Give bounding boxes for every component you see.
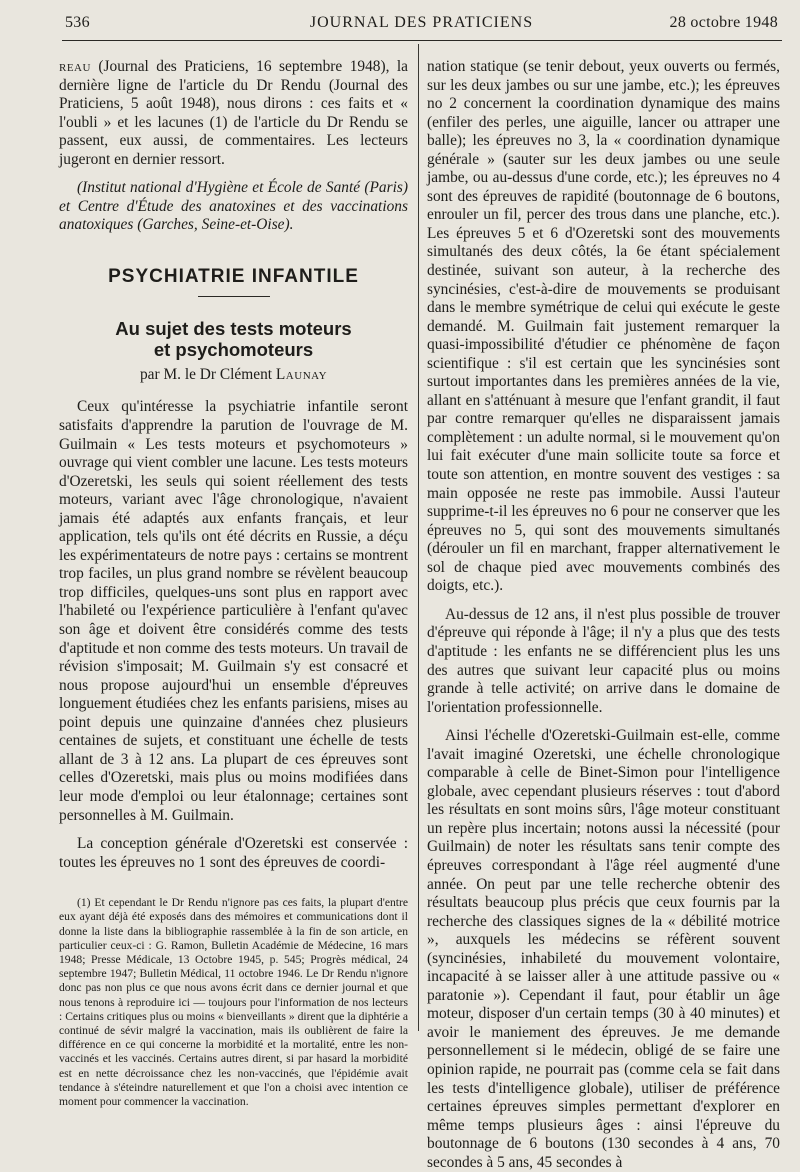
article-title-line-2: et psychomoteurs xyxy=(153,338,314,360)
right-column xyxy=(427,58,780,1172)
spacer xyxy=(59,169,408,179)
article-paragraph-1: Ceux qu'intéresse la psychiatrie infantile seront satisfaits d'apprendre la parution de l'ouvrage de M. Guilmain « Les tests moteurs et psychomoteurs » ouvrage qui vient combler une lacune. Les tests moteurs d'Ozeretski, les seuls qui soient réellement des tests moteurs, variant avec l'âge chronologique, n'avaient jamais été adaptés aux enfants français, et leur application, tels qu'ils ont été décrits en Russie, a déçu les expérimentateurs de notre pays : certains se montrent trop faciles, un plus grand nombre se révèlent beaucoup trop difficiles, quelques-uns sont plus en rapport avec l'habileté ou l'expérience particulière à l'enfant qu'avec son âge et doivent être considérés comme des tests d'aptitude et non comme des tests moteurs. Un travail de révision s'imposait; M. Guilmain s'y est consacré et nous propose aujourd'hui un ensemble d'épreuves longuement étudiées chez les enfants parisiens, mises au point depuis une quinzaine d'années chez plusieurs centaines de sujets, et constituant une échelle de tests allant de 3 à 12 ans. La plupart de ces épreuves sont celles d'Ozeretski, mais plus ou moins modifiées dans leur mode d'emploi ou leur étalonnage; certaines sont personnelles à M. Guilmain. xyxy=(59,398,408,824)
page-number: 536 xyxy=(65,14,90,31)
previous-article-lead: reau xyxy=(59,58,91,75)
article-paragraph-3: nation statique (se tenir debout, yeux ouverts ou fermés, sur les deux jambes ou sur une jambe, etc.); les épreuves no 2 concernent la coordination dynamique des mains (enfiler des perles, une aiguille, lancer ou attraper une balle); les épreuves no 3, la « coordination dynamique générale » (sauter sur les deux jambes ou une seule jambe, ou au-dessus d'une corde, etc.); les épreuves no 4 sont des épreuves de rapidité (boutonnage de 6 boutons, enrouler un fil, percer des trous dans une planche, etc.). Les épreuves 5 et 6 d'Ozeretski sont des mouvements simultanés des deux côtés, la 6e étant spécialement destinée, suivant son auteur, à la recherche des syncinésies, c'est-à-dire de mouvements se produisant dans le membre symétrique de celui qui exécute le geste demandé. M. Guilmain fait justement remarquer la quasi-impossibilité d'étudier ce phénomène de façon scientifique : s'il est certain que les syncinésies sont surtout importantes dans les premières années de la vie, allant en s'atténuant à mesure que l'enfant grandit, il faut par contre remarquer qu'elles ne disparaissent jamais complètement : un adulte normal, si le mouvement qu'on lui fait exécuter d'une main sollicite toute sa force et toute son attention, en montre souvent des vestiges : sa main opposée ne reste pas immobile. Aussi l'auteur supprime-t-il les épreuves no 6 pour ne conserver que les épreuves no 5, qui sont des mouvements simultanés (dérouler un fil en marchant, frapper alternativement le sol de chaque pied avec mouvements combinés des doigts, etc.). xyxy=(427,58,780,595)
footnote xyxy=(59,896,408,1109)
author-affiliation: (Institut national d'Hygiène et École de Santé (Paris) et Centre d'Étude des anatoxines et des vaccinations anatoxiques (Garches, Seine-et-Oise). xyxy=(59,179,408,234)
byline xyxy=(59,366,408,385)
byline-prefix: par M. le Dr Clément xyxy=(139,365,273,383)
article-paragraph-5: Ainsi l'échelle d'Ozeretski-Guilmain est-elle, comme l'avait imaginé Ozeretski, une échelle chronologique comparable à celle de Binet-Simon pour l'intelligence globale, avec cependant plusieurs réserves : tout d'abord les résultats en sont moins sûrs, l'âge moteur constituant un repère plus incertain; notons aussi la nécessité (pour Guilmain) de noter les résultats sans tenir compte des épreuves correspondant à l'âge réel augmenté d'une année. On peut par une telle recherche obtenir des résultats beaucoup plus précis que ceux fournis par la recherche des classiques signes de la « débilité motrice », auxquels les médecins se réfèrent souvent (syncinésies, inhabileté du mouvement volontaire, incapacité à se laisser aller à une attitude passive ou « paratonie »). Cependant il faut, pour établir un âge moteur, disposer d'un certain temps (30 à 40 minutes) et avoir le maniement des épreuves. Je me demande personnellement si le médecin, obligé de se faire une opinion rapide, ne pourrait pas (comme cela se fait dans les tests d'intelligence globale), utiliser de préférence certaines épreuves simples permettant d'explorer en même temps plusieurs âges : ainsi l'épreuve du boutonnage de 6 boutons (130 secondes à 4 ans, 70 secondes à 5 ans, 45 secondes à xyxy=(427,727,780,1171)
spacer xyxy=(427,717,780,727)
section-rule xyxy=(198,296,270,297)
journal-title: JOURNAL DES PRATICIENS xyxy=(309,14,534,31)
spacer xyxy=(427,596,780,606)
previous-article-ending xyxy=(59,58,408,169)
column-rule xyxy=(418,44,419,1031)
article-paragraph-4: Au-dessus de 12 ans, il n'est plus possible de trouver d'épreuve qui réponde à l'âge; il n'y a plus que des tests d'aptitude : les enfants ne se différencient plus les uns des autres que suivant leur capacité plus ou moins grande à telle activité; on arrive dans le domaine de l'orientation professionnelle. xyxy=(427,605,780,716)
byline-name: Launay xyxy=(275,365,328,383)
left-column xyxy=(59,58,408,1109)
previous-article-text: (Journal des Praticiens, 16 septembre 1948), la dernière ligne de l'article du Dr Rendu (Journal des Praticiens, 5 août 1948), nous dirons : ces faits et « l'oubli » et les lacunes (1) de l'article du Dr Rendu se passent, eux aussi, de commentaires. Les lecteurs jugeront en dernier ressort. xyxy=(59,58,408,168)
footnote-text: (1) Et cependant le Dr Rendu n'ignore pas ces faits, la plupart d'entre eux ayant déjà été exposés dans des mémoires et communications dont il donne la liste dans la bibliographie rassemblée à la fin de son article, en particulier ceux-ci : G. Ramon, Bulletin Académie de Médecine, 16 mars 1948; Presse Médicale, 13 Octobre 1945, p. 545; Progrès médical, 24 septembre 1947; Bulletin Médical, 11 octobre 1946. Le Dr Rendu n'ignore donc pas non plus ce que nous avons écrit dans ce dernier journal et que nous tenons à reproduire ici — toujours pour l'information de nos lecteurs : Certains critiques plus ou moins « bienveillants » dirent que la diphtérie a continué de sévir malgré la vaccination, mais ils oublièrent de faire la différence en ce qui concerne la morbidité et la mortalité, entre les non-vaccinés et les vaccinés. Certains autres dirent, si par hasard la morbidité est en nette décroissance chez les non-vaccinés, que l'épidémie avait tendance à s'éteindre naturellement et que l'on a choisi avec intention ce moment pour commencer la vaccination. xyxy=(59,896,408,1108)
article-title xyxy=(59,318,408,360)
article-title-line-1: Au sujet des tests moteurs xyxy=(115,317,352,339)
article-paragraph-2: La conception générale d'Ozeretski est conservée : toutes les épreuves no 1 sont des épreuves de coordi- xyxy=(59,835,408,871)
issue-date: 28 octobre 1948 xyxy=(669,14,778,31)
spacer xyxy=(59,825,408,835)
running-head xyxy=(65,10,778,38)
header-rule xyxy=(62,40,782,41)
section-title: PSYCHIATRIE INFANTILE xyxy=(108,265,359,287)
